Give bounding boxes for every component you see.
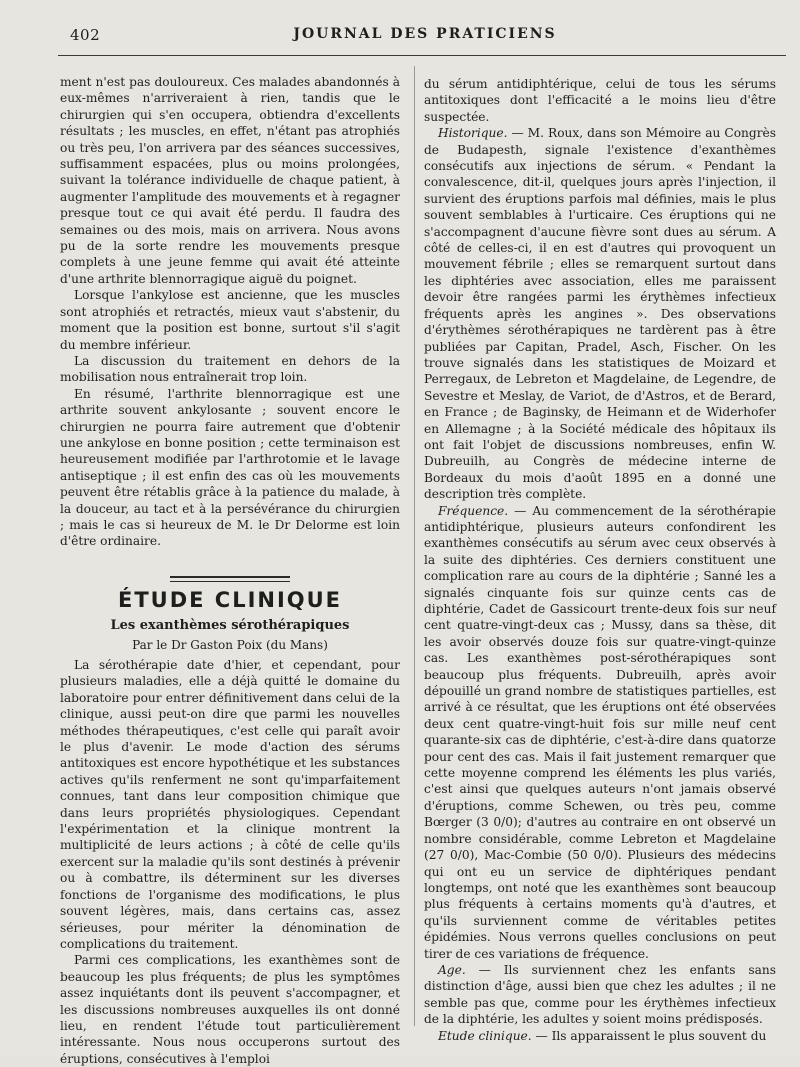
page-number: 402 [70, 26, 101, 44]
historique-text: — M. Roux, dans son Mémoire au Congrès de Budapesth, signale l'existence d'exanthèmes consécutifs aux injections de sérum. « Pendant la convalescence, dit-il, quelques jours après l'injection, il survient des éruptions parfois mal définies, mais le plus souvent semblables à l'urticaire. Ces éruptions qui ne s'accompagnent d'aucune fièvre sont dues au sérum. A côté de celles-ci, il en est d'autres qui provoquent un mouvement fébrile ; elles se remarquent surtout dans les diphtéries avec association, elles me paraissent devoir être rangées parmi les érythèmes infectieux fréquents après les angines ». Des observations d'érythèmes sérothérapiques ne tardèrent pas à être publiées par Capitan, Pradel, Asch, Fischer. On les trouve signalés dans les statistiques de Moizard et Perregaux, de Lebreton et Magdelaine, de Legendre, de Sevestre et Meslay, de Variot, de d'Astros, et de Berard, en France ; de Baginsky, de Heimann et de Widerhofer en Allemagne ; à la Société médicale des hôpitaux ils ont fait l'objet de discussions nombreuses, enfin W. Dubreuilh, au Congrès de médecine interne de Bordeaux du mois d'août 1895 en a donné une description très complète. [424, 126, 776, 502]
article-title: Les exanthèmes sérothérapiques [110, 618, 350, 634]
column-divider [414, 66, 415, 1026]
frequence-text: — Au commencement de la sérothérapie antidiphtérique, plusieurs auteurs confondirent les exanthèmes consécutifs au sérum avec ceux observés à la suite des diphtéries. Ces derniers constituent une complication rare au cours de la diphtérie ; Sanné les a signalés cinquante fois sur quinze cents cas de diphtérie, Cadet de Gassicourt trente-deux fois sur neuf cent quatre-vingt-deux cas ; Mussy, dans sa thèse, dit les avoir observés douze fois sur quatre-vingt-quinze cas. Les exanthèmes post-sérothérapiques sont beaucoup plus fréquents. Dubreuilh, après avoir dépouillé un grand nombre de statistiques partielles, est arrivé à ce résultat, que les éruptions ont été observées deux cent quatre-vingt-huit fois sur mille neuf cent quarante-six cas de diphtérie, c'est-à-dire dans quatorze pour cent des cas. Mais il fait justement remarquer que cette moyenne comprend les éléments les plus variés, c'est ainsi que quelques auteurs n'ont jamais observé d'éruptions, comme Schewen, ou très peu, comme Bœrger (3 0/0); d'autres au contraire en ont observé un nombre considérable, comme Lebreton et Magdelaine (27 0/0), Mac-Combie (50 0/0). Plusieurs des médecins qui ont eu un service de diphtériques pendant longtemps, ont noté que les exanthèmes sont beaucoup plus fréquents à certains moments qu'à d'autres, et qu'ils surviennent comme de véritables petites épidémies. Nous verrons quelles conclusions on peut tirer de ces variations de fréquence. [424, 503, 776, 961]
section-divider-rule [170, 576, 290, 582]
page-header [70, 26, 780, 48]
paragraph-complications: Parmi ces complications, les exanthèmes sont de beaucoup les plus fréquents; de plus les symptômes assez inquiétants dont ils peuvent s'accompagner, et les discussions nombreuses auxquelles ils ont donné lieu, en rendent l'étude tout particulièrement intéressante. Nous nous occuperons surtout des éruptions, consécutives à l'emploi [60, 953, 400, 1066]
etude-clinique-text: — Ils apparaissent le plus souvent du [531, 1028, 767, 1043]
paragraph-ankylose: Lorsque l'ankylose est ancienne, que les muscles sont atrophiés et retractés, mieux vaut s'abstenir, du moment que la position est bonne, surtout s'il s'agit du membre inférieur. [60, 288, 400, 352]
paragraph-continuation: ment n'est pas douloureux. Ces malades abandonnés à eux-mêmes n'arriveraient à rien, tandis que le chirurgien qui s'en occupera, obtiendra d'excellents résultats ; les muscles, en effet, n'étant pas atrophiés ou très peu, l'on arrivera par des séances successives, suffisamment espacées, plus ou moins prolongées, suivant la tolérance individuelle de chaque patient, à augmenter l'amplitude des mouvements et à regagner presque tout ce qui avait été perdu. Il faudra des semaines ou des mois, mais on arrivera. Nous avons pu de la sorte rendre les mouvements presque complets à une jeune femme qui avait été atteinte d'une arthrite blennorragique aiguë du poignet. [60, 75, 400, 286]
age-text: — Ils surviennent chez les enfants sans distinction d'âge, aussi bien que chez les adultes ; il ne semble pas que, comme pour les érythèmes infectieux de la diphtérie, les adultes y soient moins prédisposés. [424, 962, 776, 1027]
paragraph-frequence [424, 503, 776, 962]
paragraph-intro: La sérothérapie date d'hier, et cependant, pour plusieurs maladies, elle a déjà quitté le domaine du laboratoire pour entrer définitivement dans celui de la clinique, aussi peut-on dire que parmi les nouvelles méthodes thérapeutiques, c'est celle qui paraît avoir le plus d'avenir. Le mode d'action des sérums antitoxiques est encore hypothétique et les substances actives qu'ils renferment ne sont qu'imparfaitement connues, tant dans leur composition chimique que dans leurs propriétés physiologiques. Cependant l'expérimentation et la clinique montrent la multiplicité de leurs actions ; à côté de celle qu'ils exercent sur la maladie qu'ils sont destinés à prévenir ou à combattre, ils déterminent sur les diverses fonctions de l'organisme des modifications, le plus souvent légères, mais, dans certains cas, assez sérieuses, pour mériter la dénomination de complications du traitement. [60, 658, 400, 951]
historique-label: Historique. [438, 126, 508, 141]
paragraph-historique [424, 125, 776, 502]
left-column [60, 74, 400, 1067]
paragraph-etude-clinique [424, 1028, 776, 1044]
frequence-label: Fréquence. [438, 503, 509, 518]
paragraph-resume: En résumé, l'arthrite blennorragique est une arthrite souvent ankylosante ; souvent encore le chirurgien ne pourra faire autrement que d'obtenir une ankylose en bonne position ; cette terminaison est heureusement modifiée par l'arthrotomie et le lavage antiseptique ; il est enfin des cas où les mouvements peuvent être rétablis grâce à la patience du malade, à la douceur, au tact et à la persévérance du chirurgien ; mais le cas si heureux de M. le Dr Delorme est loin d'être ordinaire. [60, 386, 400, 549]
article-byline: Par le Dr Gaston Poix (du Mans) [132, 637, 328, 652]
paragraph-age [424, 962, 776, 1028]
header-rule [58, 55, 786, 56]
section-title: ÉTUDE CLINIQUE [117, 587, 343, 612]
journal-title: JOURNAL DES PRATICIENS [293, 26, 557, 42]
age-label: Age. [438, 962, 466, 977]
paragraph-discussion: La discussion du traitement en dehors de la mobilisation nous entraînerait trop loin. [60, 353, 400, 385]
etude-clinique-label: Etude clinique. [438, 1028, 532, 1043]
paragraph-serum-continuation: du sérum antidiphtérique, celui de tous les sérums antitoxiques dont l'efficacité a le moins lieu d'être suspectée. [424, 77, 776, 124]
right-column [424, 76, 776, 1044]
